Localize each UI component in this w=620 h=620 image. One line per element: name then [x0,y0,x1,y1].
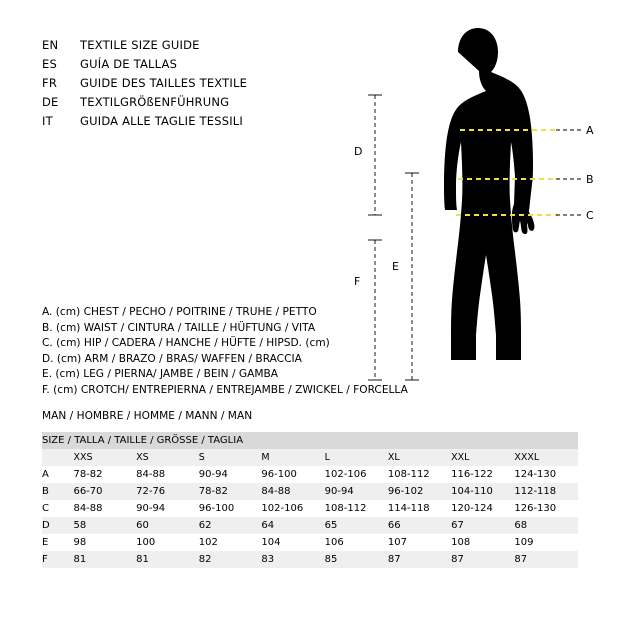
cell-d-s: 62 [198,520,212,531]
row-label-d: D [42,520,50,531]
size-table [42,432,578,568]
cell-a-l: 102-106 [324,469,367,480]
cell-e-s: 102 [198,537,218,548]
language-code: IT [42,114,53,128]
cell-b-s: 78-82 [198,486,228,497]
cell-e-xs: 100 [136,537,156,548]
cell-d-xs: 60 [136,520,149,531]
language-row [42,95,362,114]
legend-row-b: B. (cm) WAIST / CINTURA / TAILLE / HÜFTUNG / VITA [42,321,316,334]
table-row [42,483,578,500]
body-figure-diagram [330,25,595,420]
cell-f-s: 82 [198,554,212,565]
column-header-xxl: XXL [451,449,514,466]
language-title-list [42,38,362,133]
male-silhouette-icon [444,28,534,360]
cell-c-xl: 114-118 [387,503,430,514]
language-title: GUIDE DES TAILLES TEXTILE [80,76,248,90]
size-table-header-row [42,449,578,466]
cell-e-xxxl: 109 [514,537,534,548]
cell-f-m: 83 [261,554,275,565]
row-label-c: C [42,503,49,514]
table-row [42,551,578,568]
cell-c-s: 96-100 [198,503,235,514]
cell-b-m: 84-88 [261,486,291,497]
cell-e-m: 104 [261,537,281,548]
column-header-xxs: XXS [73,449,136,466]
row-label-e: E [42,537,49,548]
language-row [42,38,362,57]
cell-a-xxs: 78-82 [73,469,103,480]
cell-b-xxxl: 112-118 [514,486,557,497]
header-corner-cell [42,449,73,466]
column-header-xl: XL [388,449,451,466]
row-label-a: A [42,469,49,480]
cell-d-xxl: 67 [451,520,464,531]
legend-row-d: D. (cm) ARM / BRAZO / BRAS/ WAFFEN / BRACCIA [42,352,302,365]
language-code: FR [42,76,58,90]
row-label-b: B [42,486,49,497]
marker-label-a: A [586,124,594,137]
legend-row-e: E. (cm) LEG / PIERNA/ JAMBE / BEIN / GAMBA [42,368,279,381]
cell-d-xxs: 58 [73,520,87,531]
cell-d-l: 65 [324,520,338,531]
cell-e-xxs: 98 [73,537,87,548]
column-header-xs: XS [136,449,199,466]
language-code: ES [42,57,57,71]
cell-b-l: 90-94 [324,486,354,497]
legend-row-c: C. (cm) HIP / CADERA / HANCHE / HÜFTE / HIPSD. (cm) [42,337,330,350]
column-header-l: L [325,449,388,466]
cell-b-xl: 96-102 [387,486,424,497]
size-table-title-row [42,432,578,449]
column-header-xxxl: XXXL [514,449,578,466]
legend-gender-note: MAN / HOMBRE / HOMME / MANN / MAN [42,410,253,422]
legend-row-a: A. (cm) CHEST / PECHO / POITRINE / TRUHE / PETTO [42,306,317,318]
language-row [42,76,362,95]
table-row [42,534,578,551]
cell-a-xl: 108-112 [387,469,430,480]
column-header-s: S [199,449,262,466]
language-row [42,57,362,76]
cell-c-xs: 90-94 [136,503,166,514]
marker-label-d: D [354,145,363,158]
cell-a-xs: 84-88 [136,469,166,480]
cell-a-xxxl: 124-130 [514,469,557,480]
cell-c-xxl: 120-124 [451,503,493,514]
legend-row-f: F. (cm) CROTCH/ ENTREPIERNA / ENTREJAMBE / ZWICKEL / FORCELLA [42,383,408,396]
language-row [42,114,362,133]
column-header-m: M [261,449,324,466]
cell-a-s: 90-94 [198,469,228,480]
cell-a-xxl: 116-122 [451,469,493,480]
cell-f-xs: 81 [136,554,149,565]
cell-f-xxxl: 87 [514,554,528,565]
size-table-title: SIZE / TALLA / TAILLE / GRÖSSE / TAGLIA [42,432,578,449]
cell-d-xl: 66 [387,520,401,531]
table-row [42,466,578,483]
cell-f-xl: 87 [387,554,401,565]
table-row [42,500,578,517]
language-title: GUÍA DE TALLAS [80,57,178,71]
cell-b-xxs: 66-70 [73,486,103,497]
marker-label-c: C [586,209,594,222]
cell-b-xs: 72-76 [136,486,166,497]
table-row [42,517,578,534]
cell-f-xxs: 81 [73,554,87,565]
marker-label-b: B [586,173,594,186]
language-title: GUIDA ALLE TAGLIE TESSILI [80,114,244,128]
cell-c-xxxl: 126-130 [514,503,557,514]
language-code: EN [42,38,59,52]
cell-d-m: 64 [261,520,275,531]
cell-a-m: 96-100 [261,469,297,480]
size-table-container [42,432,578,568]
cell-e-xl: 107 [387,537,407,548]
row-label-f: F [42,554,48,565]
cell-f-l: 85 [324,554,338,565]
language-title: TEXTILGRÖßENFÜHRUNG [80,95,230,109]
cell-e-l: 106 [324,537,344,548]
cell-d-xxxl: 68 [514,520,528,531]
cell-e-xxl: 108 [451,537,471,548]
cell-c-xxs: 84-88 [73,503,103,514]
language-code: DE [42,95,59,109]
marker-label-e: E [392,260,399,273]
marker-label-f: F [354,275,361,288]
cell-c-l: 108-112 [324,503,367,514]
cell-c-m: 102-106 [261,503,304,514]
language-title: TEXTILE SIZE GUIDE [80,38,200,52]
cell-b-xxl: 104-110 [451,486,493,497]
cell-f-xxl: 87 [451,554,464,565]
